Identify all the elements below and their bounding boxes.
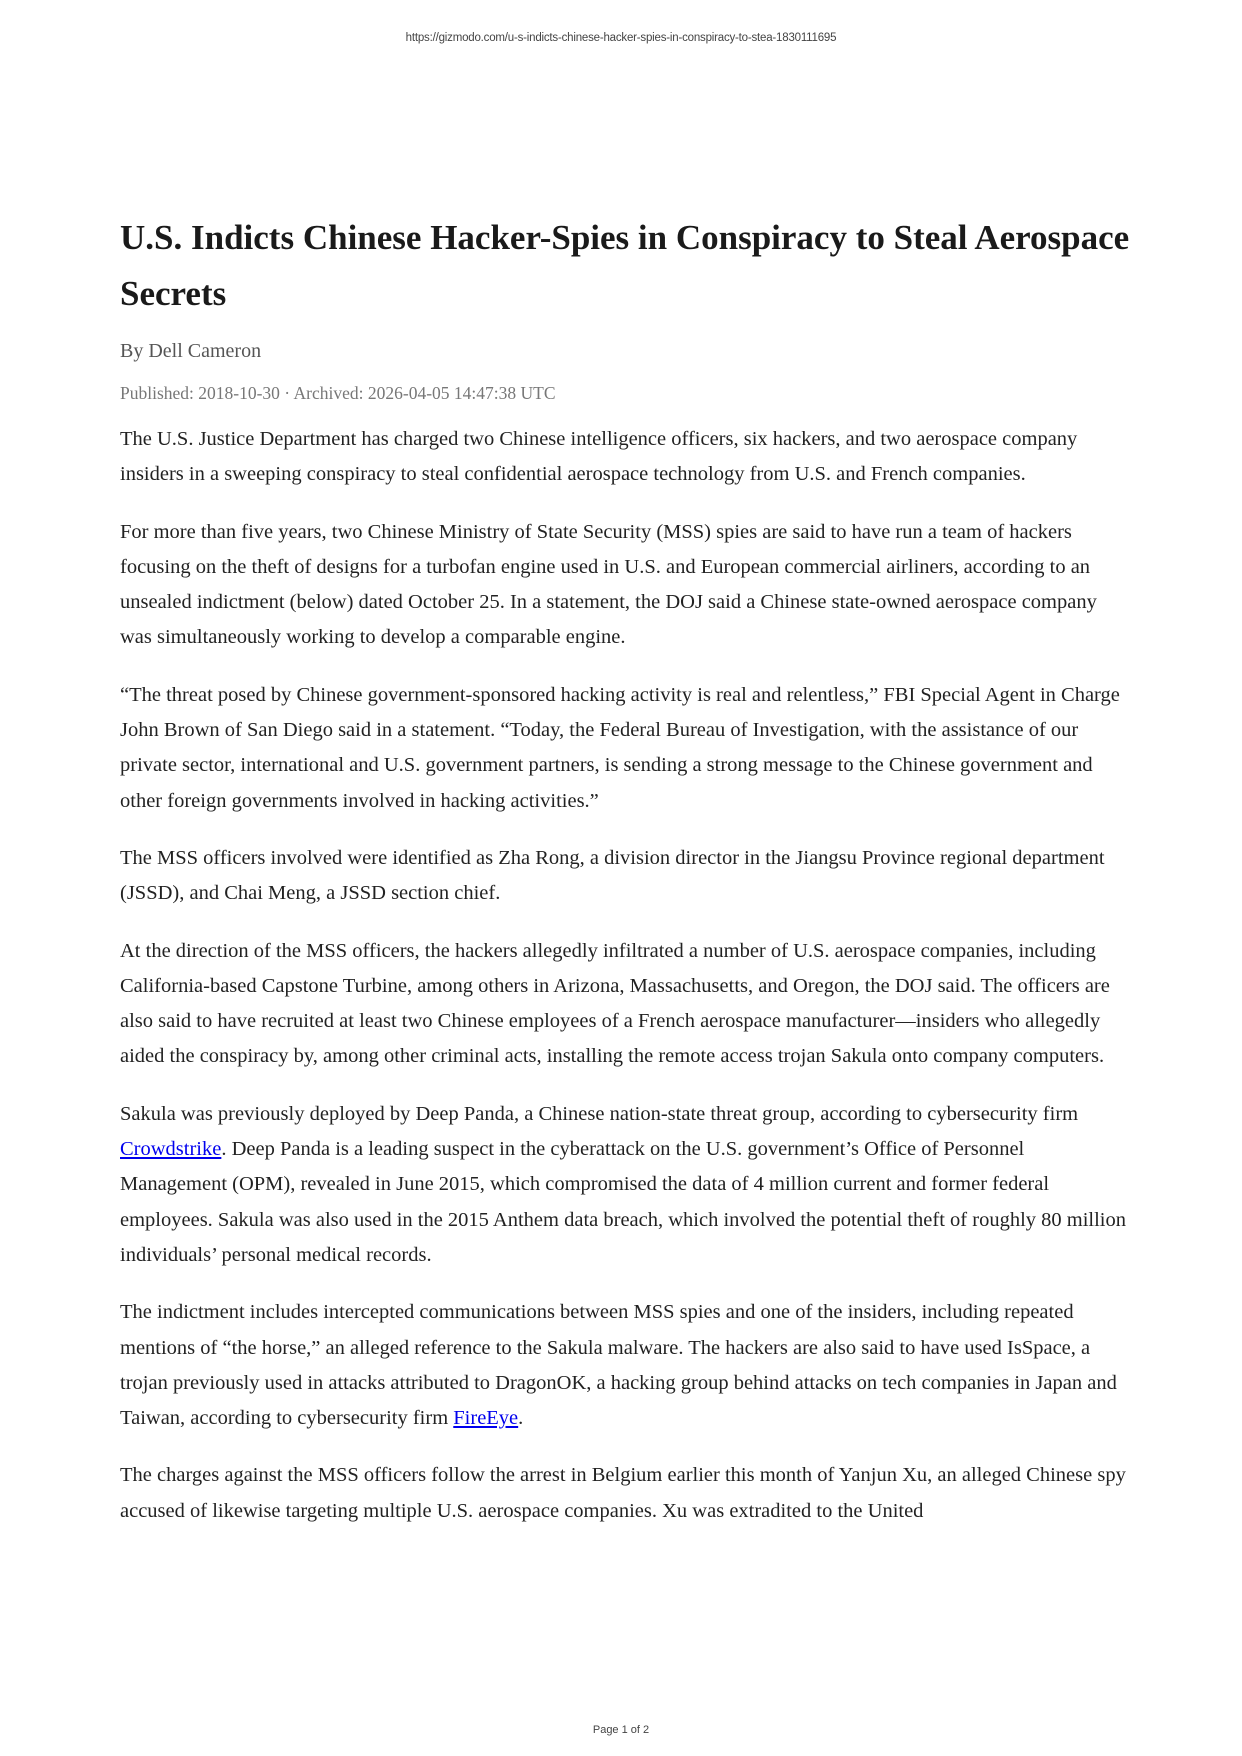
paragraph: For more than five years, two Chinese Ministry of State Security (MSS) spies are said to have run a team of hackers focusing on the theft of designs for a turbofan engine used in U.S. and European commercial airliners, according to an unsealed indictment (below) dated October 25. In a statement, the DOJ said a Chinese state-owned aerospace company was simultaneously working to develop a comparable engine.	[120, 520, 1097, 649]
paragraph: The charges against the MSS officers follow the arrest in Belgium earlier this month of Yanjun Xu, an alleged Chinese spy accused of likewise targeting multiple U.S. aerospace companies. Xu was extradited to the United	[120, 1464, 1126, 1522]
paragraph: At the direction of the MSS officers, the hackers allegedly infiltrated a number of U.S. aerospace companies, including California-based Capstone Turbine, among others in Arizona, Massachusetts, and Oregon, the DOJ said. The officers are also said to have recruited at least two Chinese employees of a French aerospace manufacturer—insiders who allegedly aided the conspiracy by, among other criminal acts, installing the remote access trojan Sakula onto company computers.	[120, 939, 1110, 1068]
paragraph: The U.S. Justice Department has charged two Chinese intelligence officers, six hackers, and two aerospace company insiders in a sweeping conspiracy to steal confidential aerospace technology from U.S. and French companies.	[120, 428, 1078, 486]
paragraph: “The threat posed by Chinese government-sponsored hacking activity is real and relentless,” FBI Special Agent in Charge John Brown of San Diego said in a statement. “Today, the Federal Bureau of Investigation, with the assistance of our private sector, international and U.S. government partners, is sending a strong message to the Chinese government and other foreign governments involved in hacking activities.”	[120, 683, 1120, 812]
crowdstrike-link[interactable]: Crowdstrike	[120, 1138, 222, 1161]
article	[120, 210, 1132, 1551]
paragraph	[120, 1097, 1132, 1273]
fireeye-link[interactable]: FireEye	[453, 1407, 519, 1430]
text: . Deep Panda is a leading suspect in the cyberattack on the U.S. government’s Office of Personnel Management (OPM), revealed in June 2015, which compromised the data of 4 million current and former federal employees. Sakula was also used in the 2015 Anthem data breach, which involved the potential theft of roughly 80 million individuals’ personal medical records.	[120, 1138, 1126, 1266]
text: The indictment includes intercepted communications between MSS spies and one of the insiders, including repeated mentions of “the horse,” an alleged reference to the Sakula malware. The hackers are also said to have used IsSpace, a trojan previously used in attacks attributed to DragonOK, a hacking group behind attacks on tech companies in Japan and Taiwan, according to cybersecurity firm	[120, 1301, 1117, 1430]
paragraph	[120, 1295, 1132, 1436]
publish-meta: Published: 2018-10-30 · Archived: 2026-04-05 14:47:38 UTC	[120, 383, 556, 403]
byline: By Dell Cameron	[120, 340, 262, 362]
paragraph: The MSS officers involved were identified as Zha Rong, a division director in the Jiangsu Province regional department (JSSD), and Chai Meng, a JSSD section chief.	[120, 846, 1105, 905]
source-url: https://gizmodo.com/u-s-indicts-chinese-hacker-spies-in-conspiracy-to-stea-1830111695	[405, 32, 837, 44]
article-title: U.S. Indicts Chinese Hacker-Spies in Conspiracy to Steal Aerospace Secrets	[120, 218, 1130, 313]
text: .	[518, 1407, 524, 1430]
text: Sakula was previously deployed by Deep Panda, a Chinese nation-state threat group, according to cybersecurity firm	[120, 1102, 1079, 1125]
page-number: Page 1 of 2	[592, 1724, 650, 1736]
